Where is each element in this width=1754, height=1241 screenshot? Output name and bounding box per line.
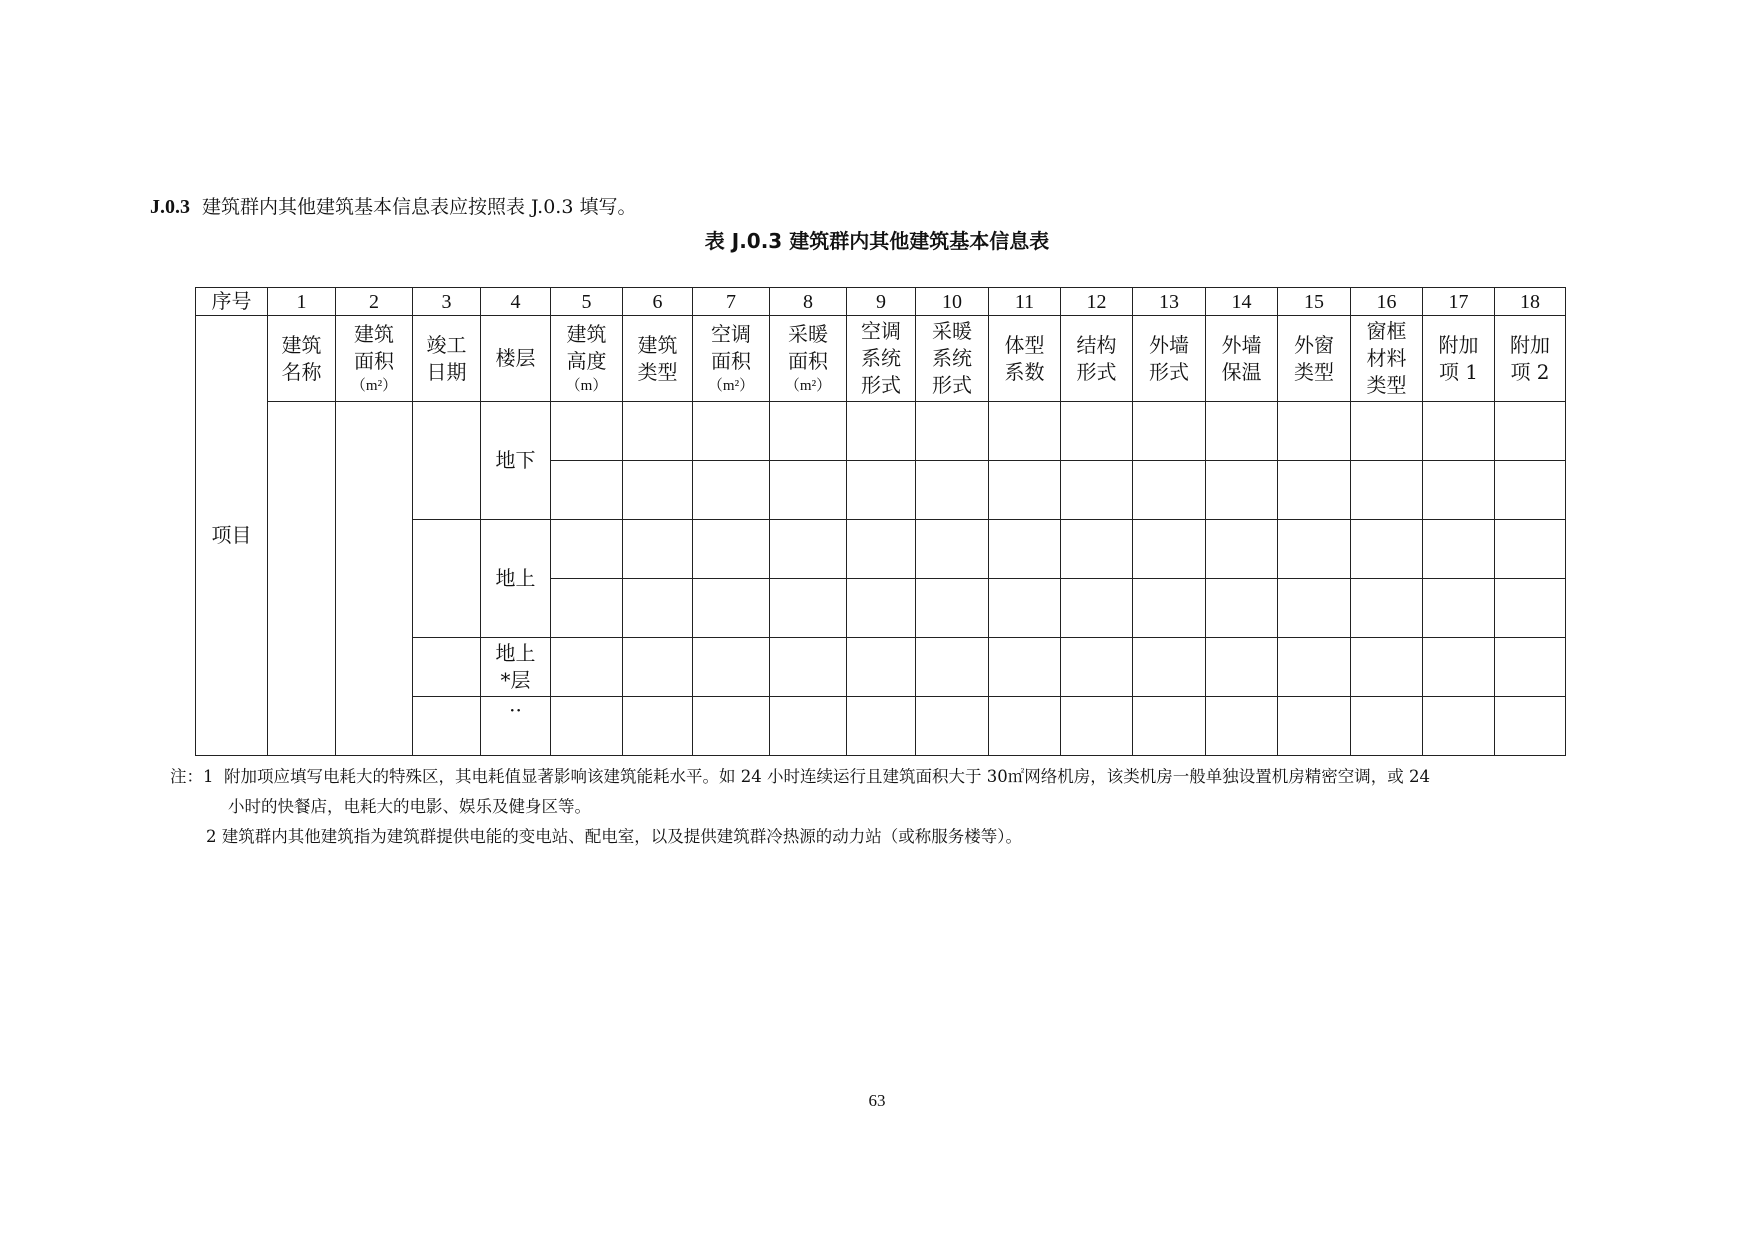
- data-cell[interactable]: [1206, 579, 1278, 638]
- header-unit: （m）: [565, 377, 608, 394]
- data-cell[interactable]: [916, 697, 989, 756]
- data-cell[interactable]: [693, 697, 770, 756]
- header-text: 建筑 高度: [566, 321, 607, 373]
- data-cell[interactable]: [847, 461, 916, 520]
- data-row: [196, 402, 1566, 461]
- header-text: 空调 面积: [711, 321, 751, 373]
- data-cell[interactable]: [916, 520, 989, 579]
- data-cell[interactable]: [1351, 520, 1423, 579]
- header-cell: [551, 316, 623, 402]
- header-text: 附加 项 1: [1438, 332, 1479, 384]
- data-cell[interactable]: [693, 579, 770, 638]
- data-cell[interactable]: [916, 579, 989, 638]
- data-cell[interactable]: [1206, 461, 1278, 520]
- info-table: [195, 287, 1566, 756]
- data-cell[interactable]: [770, 461, 847, 520]
- header-text: 建筑 面积: [354, 321, 394, 373]
- col-number: 3: [413, 288, 481, 316]
- note-1: [170, 762, 1590, 792]
- header-text: 外墙 保温: [1221, 332, 1262, 384]
- data-cell[interactable]: [1351, 402, 1423, 461]
- data-cell[interactable]: [1061, 402, 1133, 461]
- data-cell[interactable]: [1278, 638, 1351, 697]
- col-number: 15: [1278, 288, 1351, 316]
- col-number: 14: [1206, 288, 1278, 316]
- data-cell[interactable]: [551, 638, 623, 697]
- data-cell[interactable]: [1495, 579, 1566, 638]
- data-cell[interactable]: [1278, 579, 1351, 638]
- header-row: [196, 316, 1566, 402]
- header-cell: [413, 316, 481, 402]
- header-text: 采暖 系统 形式: [932, 319, 972, 397]
- data-cell[interactable]: [1423, 638, 1495, 697]
- header-cell: [1061, 316, 1133, 402]
- data-cell[interactable]: [551, 697, 623, 756]
- data-cell[interactable]: [1351, 638, 1423, 697]
- data-cell[interactable]: [770, 520, 847, 579]
- completion-date-cell[interactable]: [413, 638, 481, 697]
- data-cell[interactable]: [989, 402, 1061, 461]
- col-number: 8: [770, 288, 847, 316]
- clause-text: 建筑群内其他建筑基本信息表应按照表 J.0.3 填写。: [202, 196, 637, 218]
- data-cell[interactable]: [847, 402, 916, 461]
- data-cell[interactable]: [1278, 461, 1351, 520]
- data-cell[interactable]: [989, 638, 1061, 697]
- data-cell[interactable]: [551, 579, 623, 638]
- data-cell[interactable]: [623, 402, 693, 461]
- row-label-item: 项目: [196, 316, 268, 756]
- floor-underground: 地下: [481, 402, 551, 520]
- note-prefix: 注：1: [170, 767, 214, 786]
- col-number: 12: [1061, 288, 1133, 316]
- data-cell[interactable]: [623, 638, 693, 697]
- header-cell: [336, 316, 413, 402]
- data-cell[interactable]: [770, 697, 847, 756]
- building-area-cell[interactable]: [336, 402, 413, 756]
- data-cell[interactable]: [1423, 402, 1495, 461]
- header-text: 体型 系数: [1004, 332, 1045, 384]
- header-cell: [1278, 316, 1351, 402]
- data-cell[interactable]: [847, 638, 916, 697]
- header-cell: [770, 316, 847, 402]
- data-cell[interactable]: [693, 638, 770, 697]
- header-text: 附加 项 2: [1510, 332, 1550, 384]
- data-cell[interactable]: [1061, 579, 1133, 638]
- header-cell: [623, 316, 693, 402]
- data-cell[interactable]: [916, 402, 989, 461]
- data-cell[interactable]: [1495, 638, 1566, 697]
- header-cell: [989, 316, 1061, 402]
- header-text: 结构 形式: [1076, 332, 1117, 384]
- data-cell[interactable]: [1061, 520, 1133, 579]
- header-cell: [268, 316, 336, 402]
- header-text: 采暖 面积: [788, 321, 828, 373]
- col-number: 13: [1133, 288, 1206, 316]
- data-cell[interactable]: [1423, 520, 1495, 579]
- data-cell[interactable]: [551, 402, 623, 461]
- data-cell[interactable]: [1133, 638, 1206, 697]
- completion-date-cell[interactable]: [413, 697, 481, 756]
- data-cell[interactable]: [1351, 461, 1423, 520]
- data-cell[interactable]: [847, 579, 916, 638]
- data-cell[interactable]: [623, 579, 693, 638]
- data-cell[interactable]: [1206, 520, 1278, 579]
- data-cell[interactable]: [1206, 697, 1278, 756]
- header-text: 楼层: [495, 346, 536, 370]
- header-unit: （m²）: [350, 377, 398, 394]
- table-notes: [170, 762, 1590, 852]
- data-cell[interactable]: [1495, 520, 1566, 579]
- data-cell[interactable]: [1133, 461, 1206, 520]
- floor-aboveground: 地上: [481, 520, 551, 638]
- data-cell[interactable]: [770, 638, 847, 697]
- header-text: 竣工 日期: [426, 332, 467, 384]
- col-number: 17: [1423, 288, 1495, 316]
- col-number: 9: [847, 288, 916, 316]
- row-label-number: 序号: [196, 288, 268, 316]
- header-text: 窗框 材料 类型: [1366, 319, 1407, 397]
- data-cell[interactable]: [1061, 697, 1133, 756]
- col-number: 16: [1351, 288, 1423, 316]
- data-cell[interactable]: [1061, 638, 1133, 697]
- data-cell[interactable]: [989, 461, 1061, 520]
- header-unit: （m²）: [707, 377, 755, 394]
- col-number: 11: [989, 288, 1061, 316]
- floor-n: 地上 *层: [481, 638, 551, 697]
- data-cell[interactable]: [623, 697, 693, 756]
- data-cell[interactable]: [623, 520, 693, 579]
- col-number: 5: [551, 288, 623, 316]
- data-cell[interactable]: [693, 402, 770, 461]
- col-number: 2: [336, 288, 413, 316]
- data-cell[interactable]: [1423, 579, 1495, 638]
- col-number: 4: [481, 288, 551, 316]
- data-cell[interactable]: [1278, 402, 1351, 461]
- clause-number: J.0.3: [150, 196, 190, 218]
- note-2: 2 建筑群内其他建筑指为建筑群提供电能的变电站、配电室，以及提供建筑群冷热源的动力站（或称服务楼等）。: [206, 827, 1022, 846]
- header-cell: [847, 316, 916, 402]
- data-cell[interactable]: [916, 638, 989, 697]
- data-cell[interactable]: [847, 520, 916, 579]
- data-cell[interactable]: [1278, 697, 1351, 756]
- data-cell[interactable]: [916, 461, 989, 520]
- header-cell: [916, 316, 989, 402]
- data-cell[interactable]: [770, 579, 847, 638]
- data-cell[interactable]: [1351, 579, 1423, 638]
- data-cell[interactable]: [989, 520, 1061, 579]
- data-cell[interactable]: [1351, 697, 1423, 756]
- header-text: 外墙 形式: [1149, 332, 1189, 384]
- data-cell[interactable]: [1206, 402, 1278, 461]
- data-cell[interactable]: [1133, 579, 1206, 638]
- data-cell[interactable]: [1133, 697, 1206, 756]
- data-cell[interactable]: [1206, 638, 1278, 697]
- col-number: 1: [268, 288, 336, 316]
- data-cell[interactable]: [770, 402, 847, 461]
- col-number: 6: [623, 288, 693, 316]
- data-cell[interactable]: [551, 461, 623, 520]
- data-cell[interactable]: [1061, 461, 1133, 520]
- floor-ellipsis: ··: [481, 697, 551, 756]
- col-number: 7: [693, 288, 770, 316]
- number-row: [196, 288, 1566, 316]
- header-cell: [1423, 316, 1495, 402]
- data-cell[interactable]: [1495, 461, 1566, 520]
- table-title: 表 J.0.3 建筑群内其他建筑基本信息表: [704, 229, 1050, 253]
- note-1-continued: 小时的快餐店，电耗大的电影、娱乐及健身区等。: [228, 797, 591, 816]
- header-cell: [693, 316, 770, 402]
- intro-clause: [150, 192, 636, 219]
- header-unit: （m²）: [784, 377, 832, 394]
- header-text: 外窗 类型: [1294, 332, 1334, 384]
- data-cell[interactable]: [693, 520, 770, 579]
- data-cell[interactable]: [551, 520, 623, 579]
- completion-date-cell[interactable]: [413, 520, 481, 638]
- note-1-text: 附加项应填写电耗大的特殊区，其电耗值显著影响该建筑能耗水平。如 24 小时连续运行且建筑面积大于 30㎡网络机房，该类机房一般单独设置机房精密空调，或 24: [224, 767, 1430, 786]
- data-cell[interactable]: [1423, 461, 1495, 520]
- col-number: 10: [916, 288, 989, 316]
- data-cell[interactable]: [989, 579, 1061, 638]
- header-text: 空调 系统 形式: [861, 319, 901, 397]
- header-cell: [1495, 316, 1566, 402]
- header-cell: [481, 316, 551, 402]
- completion-date-cell[interactable]: [413, 402, 481, 520]
- data-cell[interactable]: [1133, 402, 1206, 461]
- header-cell: [1351, 316, 1423, 402]
- data-cell[interactable]: [1495, 697, 1566, 756]
- header-text: 建筑 类型: [637, 332, 678, 384]
- header-cell: [1133, 316, 1206, 402]
- page-number: 63: [868, 1091, 886, 1110]
- header-cell: [1206, 316, 1278, 402]
- data-cell[interactable]: [989, 697, 1061, 756]
- data-cell[interactable]: [693, 461, 770, 520]
- data-cell[interactable]: [623, 461, 693, 520]
- data-cell[interactable]: [1423, 697, 1495, 756]
- data-cell[interactable]: [1278, 520, 1351, 579]
- data-cell[interactable]: [1133, 520, 1206, 579]
- col-number: 18: [1495, 288, 1566, 316]
- data-cell[interactable]: [1495, 402, 1566, 461]
- building-name-cell[interactable]: [268, 402, 336, 756]
- header-text: 建筑 名称: [281, 332, 322, 384]
- data-cell[interactable]: [847, 697, 916, 756]
